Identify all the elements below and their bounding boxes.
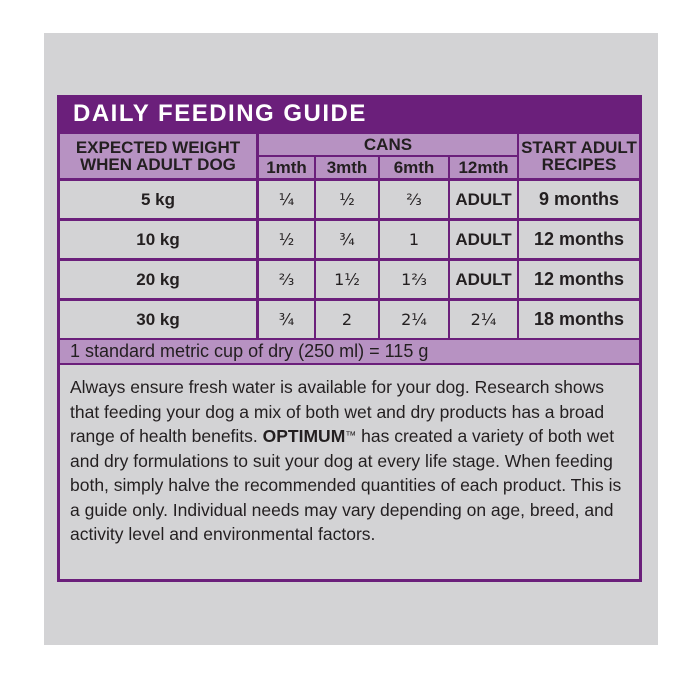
row4-start: 18 months: [519, 301, 639, 338]
row4-1mth: ¾: [259, 301, 314, 338]
row1-weight: 5 kg: [60, 181, 256, 218]
row1-1mth: ¼: [259, 181, 314, 218]
header-expected-weight: [60, 134, 256, 178]
header-cans: CANS: [259, 134, 517, 155]
notes-text-part2: has created a variety of both wet and dry formulations to suit your dog at every life stage. When feeding both, simply halve the recommended quantities of each product. This is a guide only. Individual needs may vary depending on age, breed, and activity level and environmental factors.: [70, 426, 622, 544]
row3-weight: 20 kg: [60, 261, 256, 298]
trademark-symbol: ™: [345, 430, 357, 442]
row2-weight: 10 kg: [60, 221, 256, 258]
brand-name: OPTIMUM: [262, 426, 346, 446]
feeding-guide: [57, 95, 642, 582]
row4-6mth: 2¼: [380, 301, 448, 338]
notes-text-part1: Always ensure fresh water is available for your dog. Research shows that feeding your dog a mix of both wet and dry products has a broad range of health benefits.: [70, 377, 605, 446]
header-weight-line1: EXPECTED WEIGHT: [75, 138, 241, 157]
row3-12mth: ADULT: [450, 261, 517, 298]
row2-6mth: 1: [380, 221, 448, 258]
header-start-line1: START ADULT: [521, 138, 637, 157]
row1-12mth: ADULT: [450, 181, 517, 218]
cup-measure-note: 1 standard metric cup of dry (250 ml) = 115 g: [60, 340, 639, 363]
row1-3mth: ½: [316, 181, 378, 218]
header-weight-line2: WHEN ADULT DOG: [80, 155, 236, 174]
header-start-line2: RECIPES: [541, 155, 617, 174]
row2-start: 12 months: [519, 221, 639, 258]
row4-12mth: 2¼: [450, 301, 517, 338]
header-col-3mth: 3mth: [316, 157, 378, 178]
header-col-6mth: 6mth: [380, 157, 448, 178]
row1-6mth: ⅔: [380, 181, 448, 218]
row2-1mth: ½: [259, 221, 314, 258]
row4-weight: 30 kg: [60, 301, 256, 338]
row3-start: 12 months: [519, 261, 639, 298]
header-col-12mth: 12mth: [450, 157, 517, 178]
row3-3mth: 1½: [316, 261, 378, 298]
guide-title: DAILY FEEDING GUIDE: [73, 100, 367, 127]
row2-3mth: ¾: [316, 221, 378, 258]
row2-12mth: ADULT: [450, 221, 517, 258]
row3-1mth: ⅔: [259, 261, 314, 298]
header-start-adult: [519, 134, 639, 178]
row3-6mth: 1⅔: [380, 261, 448, 298]
header-col-1mth: 1mth: [259, 157, 314, 178]
row1-start: 9 months: [519, 181, 639, 218]
row4-3mth: 2: [316, 301, 378, 338]
feeding-notes: [60, 365, 639, 579]
